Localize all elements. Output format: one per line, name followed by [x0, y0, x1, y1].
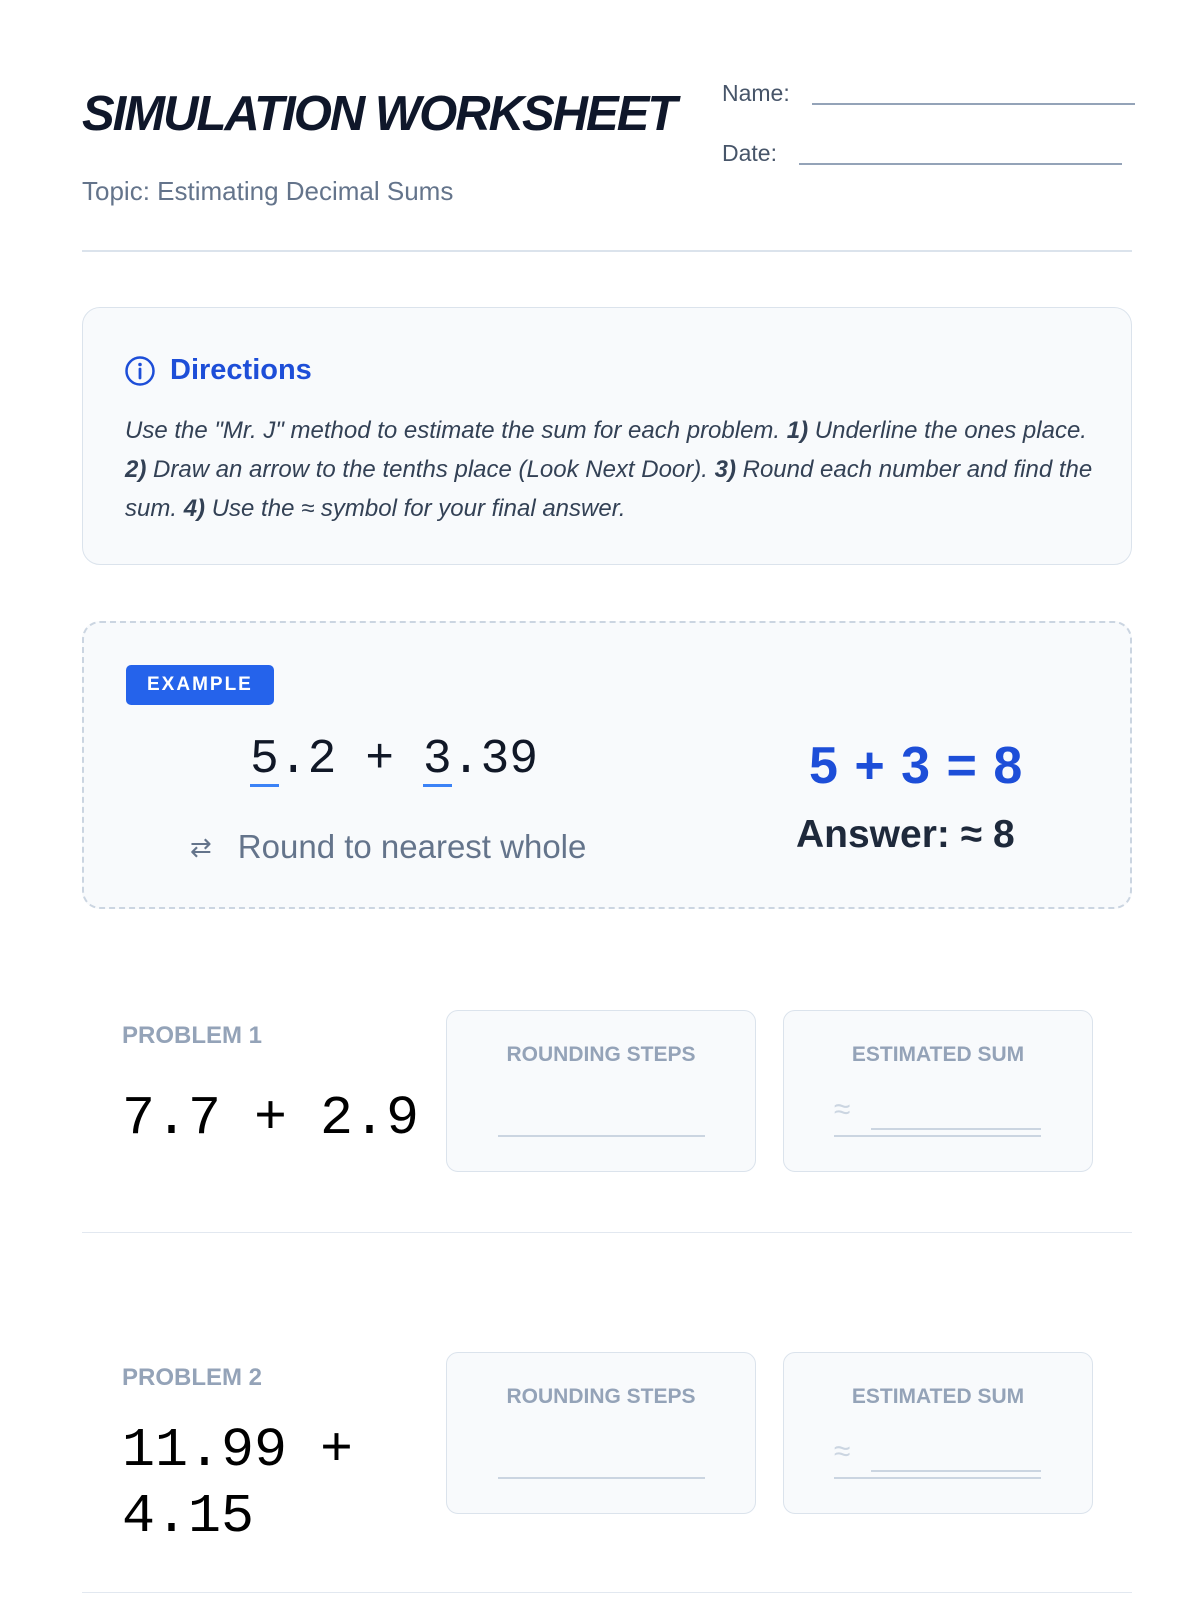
- step-number: 1): [786, 417, 809, 444]
- problem-row: [82, 1352, 1132, 1548]
- answer-underline: [834, 1135, 1041, 1137]
- estimated-sum-box[interactable]: [783, 1010, 1093, 1172]
- date-row: [722, 140, 1122, 167]
- problem-expression: 11.99 + 4.15: [122, 1419, 354, 1548]
- approx-symbol: ≈: [834, 1093, 851, 1126]
- rounding-steps-box[interactable]: [446, 1352, 756, 1514]
- row-divider: [82, 1592, 1132, 1593]
- rounding-steps-box[interactable]: [446, 1010, 756, 1172]
- underlined-ones-digit: 3: [422, 733, 452, 787]
- topic-label: Topic: Estimating Decimal Sums: [82, 176, 454, 206]
- decimal-part: .2: [278, 733, 337, 787]
- step-number: 2): [125, 456, 147, 483]
- step-text: Use the ≈ symbol for your final answer.: [211, 495, 626, 522]
- date-field[interactable]: [799, 163, 1122, 165]
- directions-intro: Use the "Mr. J" method to estimate the sum for each problem.: [125, 417, 781, 444]
- problem-row: [82, 1010, 1132, 1200]
- problem-label: PROBLEM 1: [122, 1022, 263, 1049]
- row-divider: [82, 1232, 1132, 1233]
- answer-line[interactable]: [498, 1477, 705, 1479]
- date-label: Date:: [722, 140, 777, 166]
- step-text: Underline the ones place.: [814, 417, 1087, 444]
- answer-line[interactable]: [871, 1128, 1041, 1130]
- directions-heading: [124, 354, 312, 387]
- directions-text: [125, 411, 1105, 528]
- header-divider: [82, 250, 1132, 252]
- plus-operator: +: [336, 733, 423, 787]
- answer-underline: [834, 1477, 1041, 1479]
- step-number: 4): [183, 495, 206, 522]
- name-field[interactable]: [812, 103, 1135, 105]
- example-rounded-sum: 5 + 3 = 8: [809, 737, 1024, 795]
- name-row: [722, 80, 1135, 107]
- problem-label: PROBLEM 2: [122, 1364, 263, 1391]
- rounding-steps-title: ROUNDING STEPS: [506, 1385, 696, 1408]
- directions-panel: [82, 307, 1132, 565]
- example-panel: [82, 621, 1132, 909]
- step-text: Draw an arrow to the tenths place (Look Next Door).: [153, 456, 708, 483]
- answer-line[interactable]: [498, 1135, 705, 1137]
- name-label: Name:: [722, 80, 790, 106]
- decimal-part: .39: [451, 733, 539, 787]
- example-problem: [250, 733, 538, 787]
- hint-text: Round to nearest whole: [237, 828, 587, 865]
- estimated-sum-title: ESTIMATED SUM: [851, 1043, 1025, 1066]
- step-number: 3): [714, 456, 736, 483]
- page-title: SIMULATION WORKSHEET: [82, 87, 676, 141]
- estimated-sum-box[interactable]: [783, 1352, 1093, 1514]
- worksheet-header: [82, 80, 1132, 250]
- rounding-steps-title: ROUNDING STEPS: [506, 1043, 696, 1066]
- underlined-ones-digit: 5: [250, 733, 279, 787]
- swap-arrows-icon: ⇄: [190, 831, 212, 862]
- answer-line[interactable]: [871, 1470, 1041, 1472]
- step-text: Round each number and find the sum.: [125, 456, 1093, 522]
- approx-symbol: ≈: [834, 1435, 851, 1468]
- directions-title: Directions: [170, 354, 312, 386]
- info-icon: [124, 355, 156, 387]
- example-badge: EXAMPLE: [126, 665, 274, 705]
- example-answer: Answer: ≈ 8: [796, 813, 1015, 856]
- problem-expression: 7.7 + 2.9: [122, 1087, 420, 1150]
- estimated-sum-title: ESTIMATED SUM: [851, 1385, 1025, 1408]
- example-hint: [190, 828, 586, 866]
